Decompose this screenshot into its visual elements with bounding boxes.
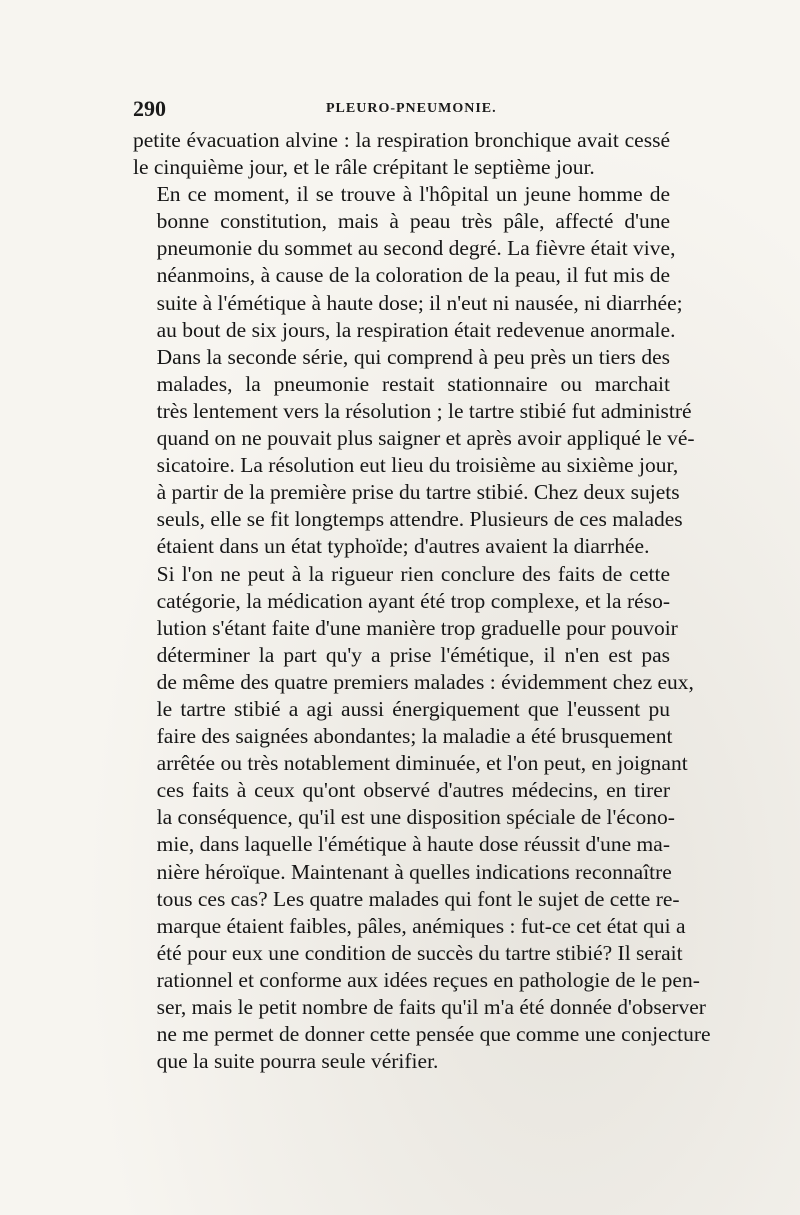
text-line: catégorie, la médication ayant été trop complexe, et la réso-: [156, 588, 670, 613]
text-line: lution s'étant faite d'une manière trop graduelle pour pouvoir: [156, 615, 678, 640]
text-line: été pour eux une condition de succès du tartre stibié? Il serait: [156, 940, 683, 965]
text-line: très lentement vers la résolution ; le tartre stibié fut administré: [156, 398, 692, 423]
text-line: le tartre stibié a agi aussi énergiquement que l'eussent pu: [156, 696, 670, 721]
text-line: bonne constitution, mais à peau très pâle, affecté d'une: [156, 209, 670, 234]
text-line: Dans la seconde série, qui comprend à peu près un tiers des: [156, 344, 670, 369]
body-text: [133, 127, 711, 1075]
text-line: étaient dans un état typhoïde; d'autres avaient la diarrhée.: [156, 534, 650, 559]
paragraph: [133, 181, 683, 344]
text-line: En ce moment, il se trouve à l'hôpital un jeune homme de: [156, 182, 670, 207]
text-line: suite à l'émétique à haute dose; il n'eut ni nausée, ni diarrhée;: [156, 290, 683, 315]
text-line: seuls, elle se fit longtemps attendre. Plusieurs de ces malades: [156, 507, 683, 532]
text-line: au bout de six jours, la respiration était redevenue anormale.: [156, 317, 676, 342]
text-line: déterminer la part qu'y a prise l'émétique, il n'en est pas: [156, 642, 670, 667]
text-line: ces faits à ceux qu'ont observé d'autres médecins, en tirer: [156, 778, 670, 803]
paragraph: [133, 344, 695, 561]
text-line: ser, mais le petit nombre de faits qu'il m'a été donnée d'observer: [156, 995, 706, 1019]
running-head: [133, 96, 673, 122]
text-line: mie, dans laquelle l'émétique à haute dose réussit d'une ma-: [156, 832, 670, 857]
page-title: PLEURO-PNEUMONIE.: [326, 101, 497, 116]
text-line: néanmoins, à cause de la coloration de la peau, il fut mis de: [156, 263, 670, 288]
text-line: petite évacuation alvine : la respiration bronchique avait cessé: [133, 128, 670, 152]
text-line: marque étaient faibles, pâles, anémiques : fut-ce cet état qui a: [156, 913, 686, 938]
paragraph: [133, 561, 711, 1076]
text-line: Si l'on ne peut à la rigueur rien conclure des faits de cette: [156, 561, 670, 586]
text-line: arrêtée ou très notablement diminuée, et l'on peut, en joignant: [156, 751, 688, 776]
text-line: ne me permet de donner cette pensée que comme une conjecture: [156, 1022, 711, 1047]
text-line: pneumonie du sommet au second degré. La fièvre était vive,: [156, 236, 676, 261]
text-line: le cinquième jour, et le râle crépitant le septième jour.: [133, 155, 595, 180]
text-line: nière héroïque. Maintenant à quelles indications reconnaître: [156, 859, 672, 884]
text-line: la conséquence, qu'il est une disposition spéciale de l'écono-: [156, 805, 675, 830]
paragraph: [133, 127, 670, 181]
text-line: à partir de la première prise du tartre stibié. Chez deux sujets: [156, 480, 680, 505]
text-line: de même des quatre premiers malades : évidemment chez eux,: [156, 669, 694, 694]
text-line: faire des saignées abondantes; la maladie a été brusquement: [156, 724, 673, 749]
text-line: que la suite pourra seule vérifier.: [156, 1049, 439, 1074]
text-line: quand on ne pouvait plus saigner et après avoir appliqué le vé-: [156, 426, 695, 451]
text-line: sicatoire. La résolution eut lieu du troisième au sixième jour,: [156, 453, 679, 478]
text-line: tous ces cas? Les quatre malades qui font le sujet de cette re-: [156, 886, 680, 911]
text-line: rationnel et conforme aux idées reçues en pathologie de le pen-: [156, 967, 700, 992]
text-line: malades, la pneumonie restait stationnaire ou marchait: [156, 371, 670, 396]
page-number: 290: [133, 96, 166, 121]
